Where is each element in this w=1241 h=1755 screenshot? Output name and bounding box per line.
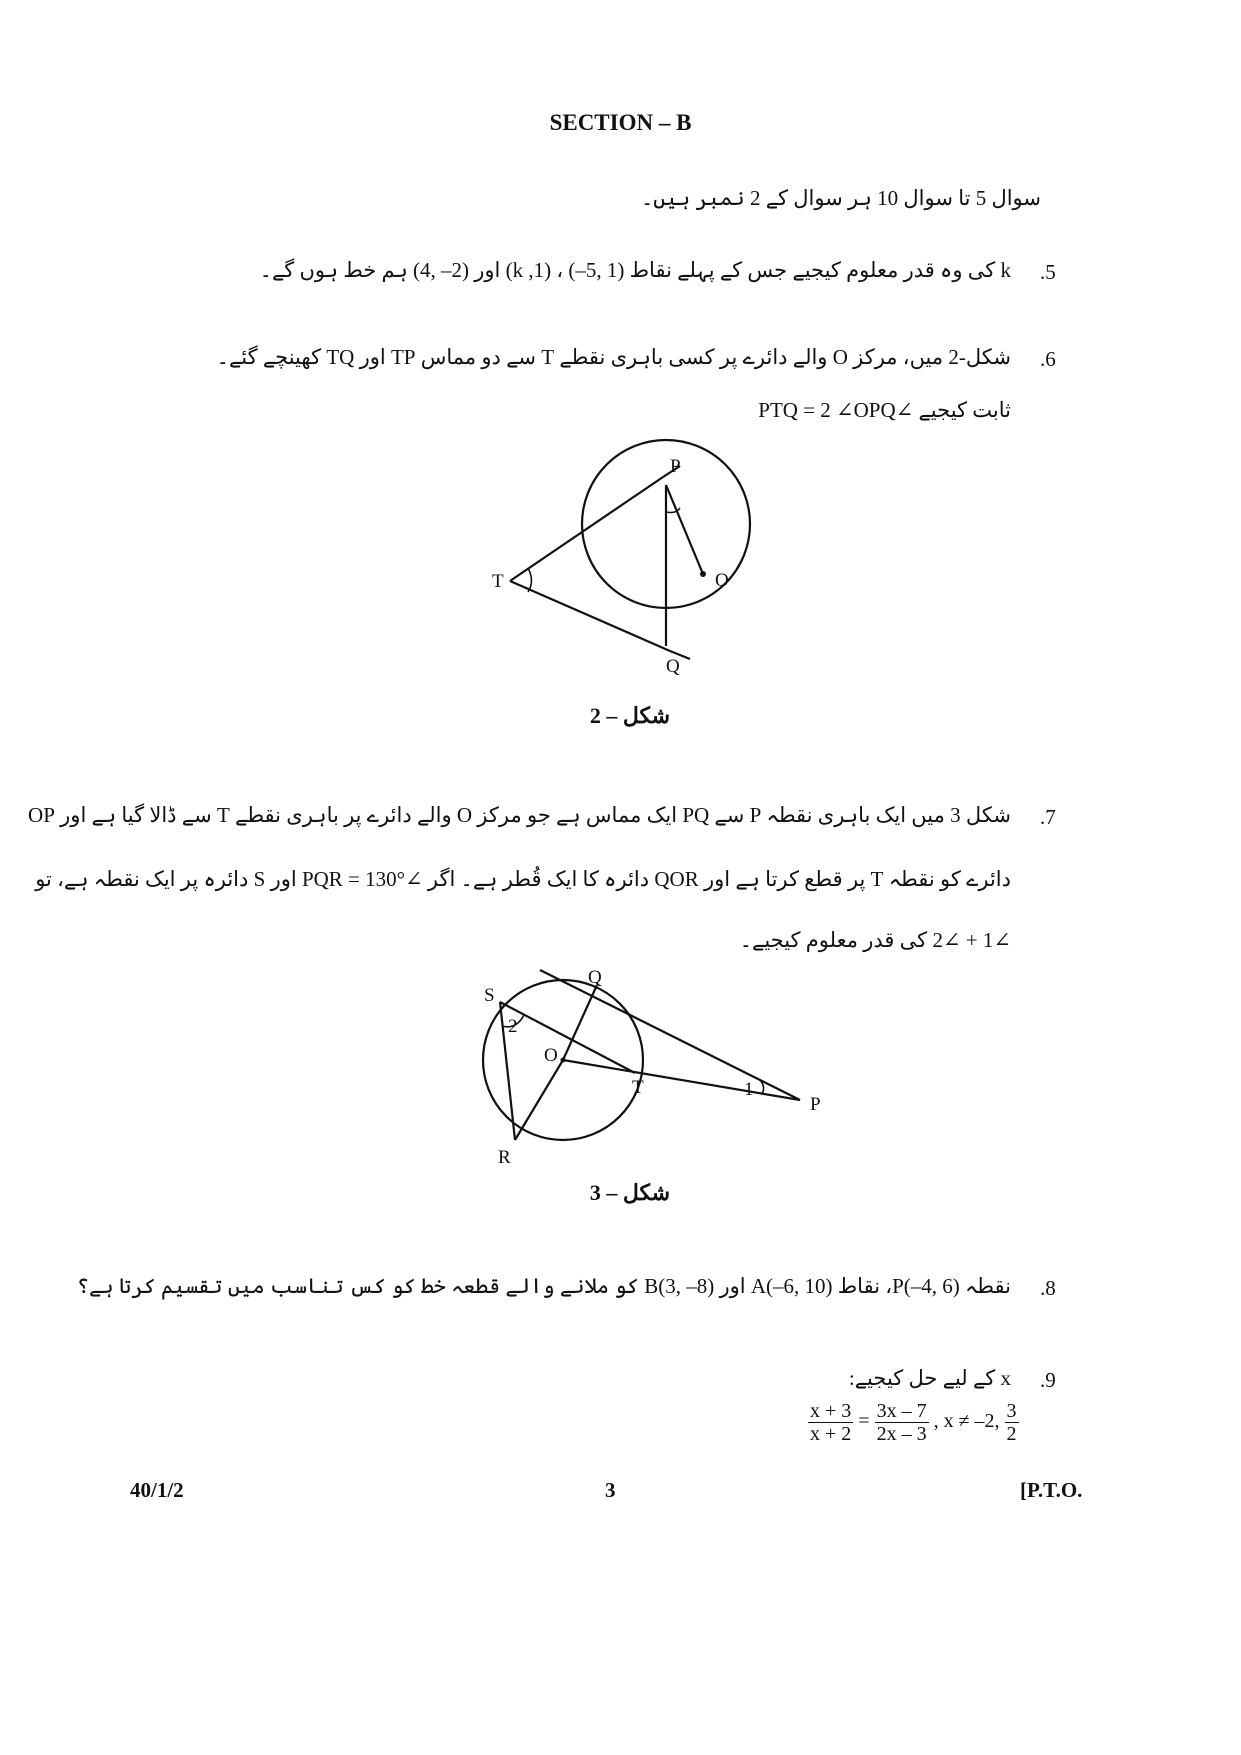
condition-numerator: 3 <box>1006 1400 1017 1422</box>
lhs-denominator: x + 2 <box>810 1423 852 1445</box>
question-9-text: x کے لیے حل کیجیے: <box>848 1366 1011 1390</box>
label-R: R <box>498 1147 511 1168</box>
label-P: P <box>810 1094 821 1115</box>
lhs-numerator: x + 3 <box>810 1400 852 1422</box>
question-7-text-line1: شکل 3 میں ایک باہری نقطہ P سے PQ ایک مماس ہے جو مرکز O والے دائرے پر باہری نقطے T سے ڈالا گیا ہے اور OP <box>28 803 1011 827</box>
figure-2-caption: شکل – 2 <box>589 703 671 728</box>
label-angle-2: 2 <box>508 1016 518 1037</box>
label-S: S <box>484 985 495 1006</box>
question-7-text-line2: دائرے کو نقطہ T پر قطع کرتا ہے اور QOR دائرہ کا ایک قُطر ہے۔ اگر ∠PQR = 130° اور S دائرہ پر ایک نقطہ ہے، تو <box>35 867 1011 891</box>
question-5-number: .5 <box>1040 260 1056 284</box>
figure-3-caption: شکل – 3 <box>589 1180 671 1205</box>
equals-sign: = <box>858 1410 870 1433</box>
question-9-number: .9 <box>1040 1368 1056 1392</box>
chord-ST <box>500 1002 635 1073</box>
equation-q9 <box>808 1400 1019 1445</box>
question-8-number: .8 <box>1040 1276 1056 1300</box>
footer-paper-code: 40/1/2 <box>130 1478 184 1502</box>
rhs-fraction <box>875 1400 929 1445</box>
figure-3-diagram <box>460 960 830 1170</box>
center-point-O <box>700 571 706 577</box>
question-5-text: k کی وہ قدر معلوم کیجیے جس کے پہلے نقاط (1 ,5–) ، (1, k) اور (2– ,4) ہم خط ہوں گے۔ <box>259 258 1011 282</box>
label-P: P <box>670 456 681 477</box>
center-point-O <box>561 1058 566 1063</box>
label-T: T <box>492 571 504 592</box>
question-7-text-line3: ∠1 + ∠2 کی قدر معلوم کیجیے۔ <box>739 928 1011 952</box>
footer-pto: [P.T.O. <box>1020 1478 1083 1502</box>
figure-2-diagram <box>480 440 820 677</box>
question-8-text: نقطہ P(–4, 6)، نقاط A(–6, 10) اور B(3, –8) کو ملانے والے قطعہ خط کو کس تناسب میں تقسیم کرتا ہے؟ <box>76 1274 1011 1298</box>
rhs-numerator: 3x – 7 <box>876 1400 927 1422</box>
question-6-number: .6 <box>1040 347 1056 371</box>
radius-OR <box>515 1060 563 1140</box>
label-O: O <box>544 1045 558 1066</box>
footer-page-number: 3 <box>605 1478 616 1502</box>
label-T: T <box>632 1077 644 1098</box>
label-O: O <box>715 570 729 591</box>
condition-fraction <box>1005 1400 1019 1445</box>
marks-instruction: سوال 5 تا سوال 10 ہر سوال کے 2 نمبر ہیں۔ <box>641 186 1041 210</box>
tangent-TP <box>510 477 663 581</box>
question-6-text-line1: شکل-2 میں، مرکز O والے دائرے پر کسی باہری نقطے T سے دو مماس TP اور TQ کھینچے گئے۔ <box>216 345 1011 369</box>
label-angle-1: 1 <box>744 1079 754 1100</box>
secant-OP <box>563 1060 800 1100</box>
label-Q: Q <box>588 967 602 988</box>
tangent-TQ <box>510 581 670 651</box>
condition-denominator: 2 <box>1006 1423 1017 1445</box>
rhs-denominator: 2x – 3 <box>876 1423 927 1445</box>
lhs-fraction <box>808 1400 853 1445</box>
equation-condition: , x ≠ –2, <box>933 1410 1005 1433</box>
question-7-number: .7 <box>1040 805 1056 829</box>
question-6-text-line2: ثابت کیجیے ∠PTQ = 2 ∠OPQ <box>758 398 1011 422</box>
radius-OP <box>666 485 703 574</box>
label-Q: Q <box>666 656 680 677</box>
section-title: SECTION – B <box>549 110 692 135</box>
